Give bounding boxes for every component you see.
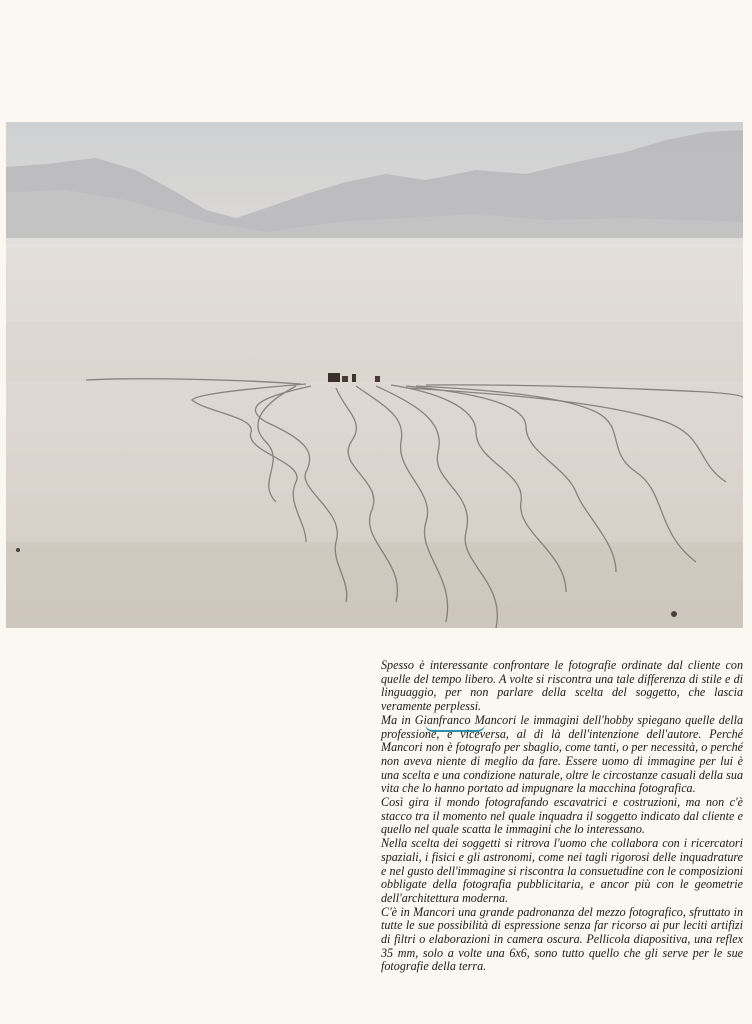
article-paragraph: Nella scelta dei soggetti si ritrova l'uomo che collabora con i ricercatori spaziali, i fisici e gli astronomi, come nei tagli rigorosi delle inquadrature e nel gusto dell'immagine si riscontra la consuetudine con le composizioni obbligate della fotografia pubblicitaria, e ancor più con le geometrie dell'architettura moderna. bbox=[381, 836, 743, 905]
article-paragraph: C'è in Mancori una grande padronanza del mezzo fotografico, sfruttato in tutte le sue possibilità di espressione senza far ricorso ai pur leciti artifizi di filtri o elaborazioni in camera oscura. Pellicola diapositiva, una reflex 35 mm, solo a volte una 6x6, sono tutto quello che gli serve per le sue fotografie della terra. bbox=[381, 904, 743, 974]
salt-flat-tracks-image bbox=[6, 122, 743, 628]
article-paragraph: Spesso è interessante confrontare le fotografie ordinate dal cliente con quelle del tempo libero. A volte si riscontra una tale differenza di stile e di linguaggio, per non parlare della scelta del soggetto, che lascia veramente perplessi. bbox=[381, 658, 743, 714]
article-paragraph: Così gira il mondo fotografando escavatrici e costruzioni, ma non c'è stacco tra il momento nel quale inquadra il soggetto indicato dal cliente e quello nel quale scatta le immagini che lo interessano. bbox=[381, 795, 743, 837]
article-body bbox=[381, 659, 743, 974]
article-paragraph: Ma in Gianfranco Mancori le immagini dell'hobby spiegano quelle della professione, e viceversa, al di là dell'intenzione dell'autore. Perché Mancori non è fotografo per sbaglio, come tanti, o per necessità, o perché non aveva niente di meglio da fare. Essere uomo di immagine per lui è una scelta e una condizione naturale, oltre le circostanze casuali della sua vita che lo hanno portato ad impugnare la macchina fotografica. bbox=[381, 712, 743, 796]
landscape-photo bbox=[6, 122, 743, 628]
